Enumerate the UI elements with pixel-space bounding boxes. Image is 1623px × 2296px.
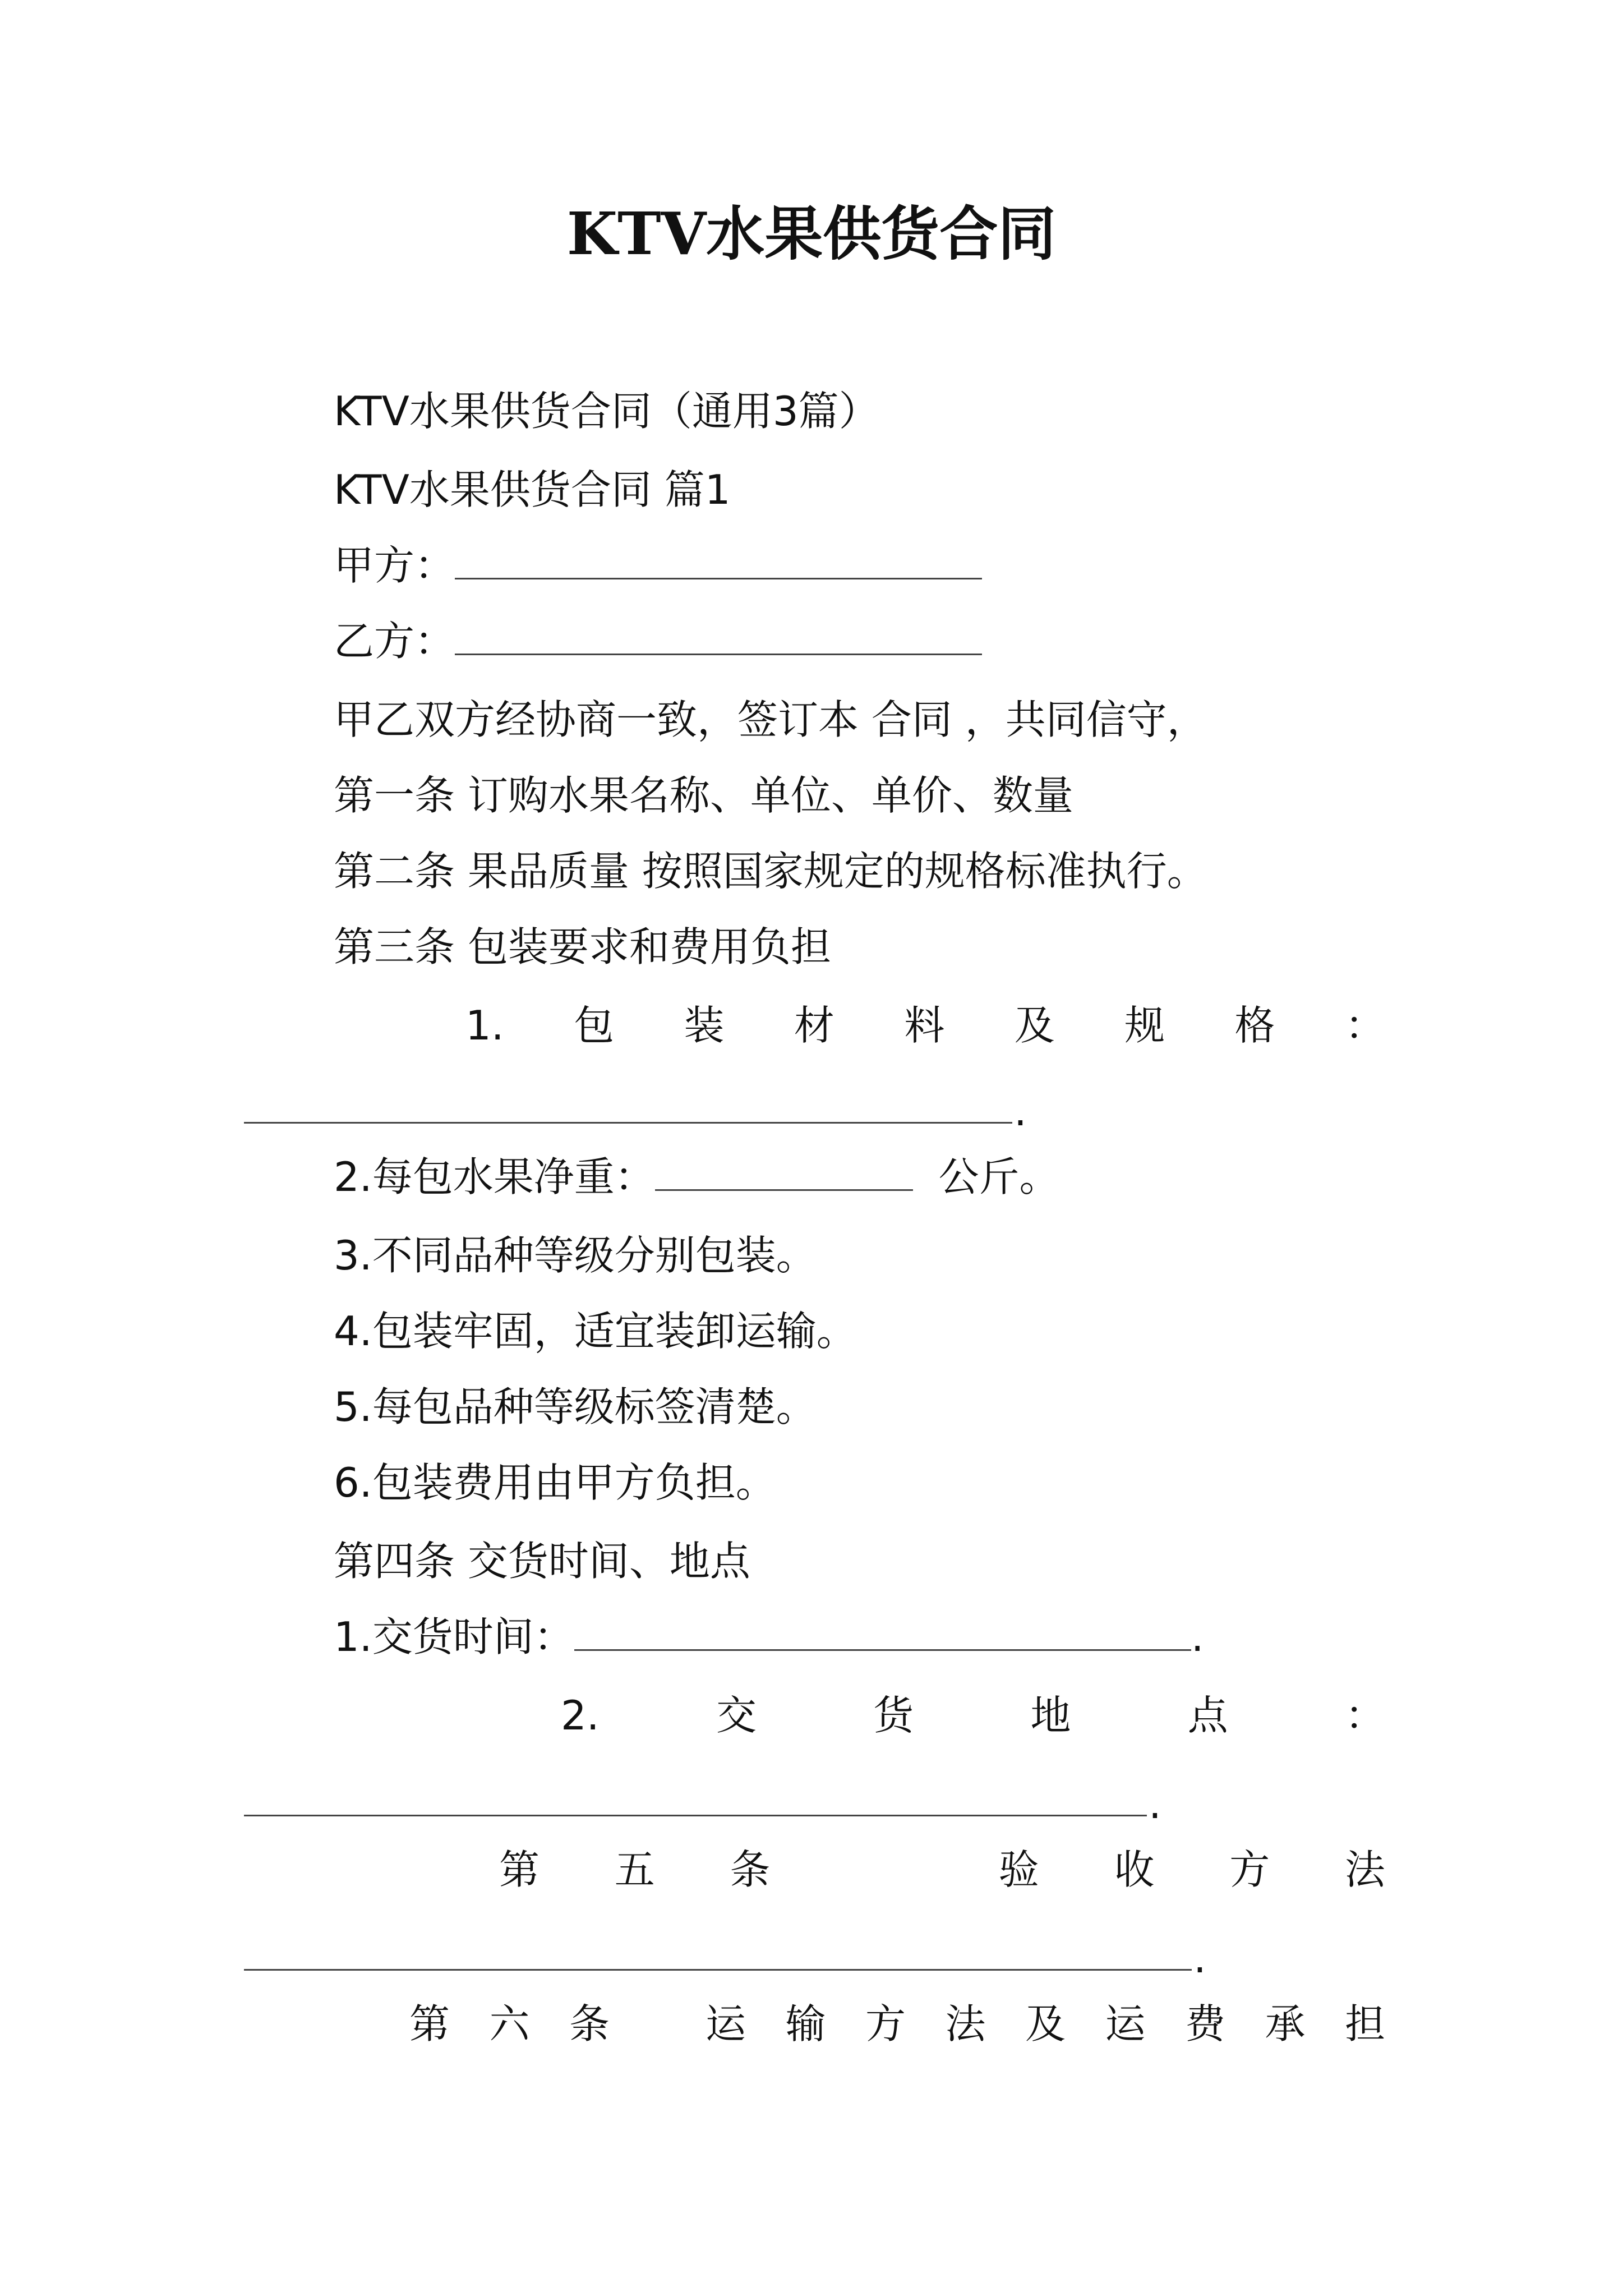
packing-material-blank <box>244 1122 1012 1124</box>
delivery-place-char: 货 <box>873 1692 914 1739</box>
packing-item-1 <box>465 1001 1385 1050</box>
net-weight-blank <box>655 1156 913 1191</box>
article-4: 第四条 交货时间、地点 <box>334 1538 750 1585</box>
article-6-char: 法 <box>945 2000 986 2047</box>
document-title: KTV水果供货合同 <box>566 199 1057 268</box>
packing-item-1-char: 及 <box>1014 1002 1055 1049</box>
party-b-label: 乙方： <box>334 618 455 665</box>
delivery-place-char: ： <box>1344 1692 1385 1739</box>
article-3: 第三条 包装要求和费用负担 <box>334 923 831 970</box>
article-5-char: 条 <box>730 1846 771 1893</box>
packing-item-4: 4.包装牢固，适宜装卸运输。 <box>334 1308 857 1355</box>
article-5-char: 法 <box>1344 1846 1385 1893</box>
section-heading: KTV水果供货合同 篇1 <box>334 466 731 513</box>
article-6-char: 方 <box>865 2000 906 2047</box>
article-6-line <box>409 2000 1385 2048</box>
party-b-line <box>334 617 982 665</box>
packing-item-1-char: 1. <box>465 1002 504 1049</box>
article-5-char: 收 <box>1114 1846 1155 1893</box>
inspection-method-period: . <box>1193 1935 1206 1982</box>
delivery-place-line <box>561 1691 1385 1740</box>
article-5-char: 五 <box>614 1846 655 1893</box>
delivery-place-blank <box>244 1815 1147 1816</box>
article-6-char: 输 <box>785 2000 826 2047</box>
article-5-line <box>499 1846 1385 1894</box>
intro-paragraph: 甲乙双方经协商一致，签订本 合同 ，共同信守， <box>334 696 1207 743</box>
delivery-place-char: 地 <box>1030 1692 1071 1739</box>
packing-item-5: 5.每包品种等级标签清楚。 <box>334 1383 817 1430</box>
packing-item-1-char: 装 <box>684 1002 725 1049</box>
delivery-place-char: 点 <box>1187 1692 1228 1739</box>
packing-item-2 <box>334 1153 1060 1201</box>
article-1: 第一条 订购水果名称、单位、单价、数量 <box>334 772 1073 819</box>
delivery-time-line <box>334 1613 1204 1661</box>
packing-item-6: 6.包装费用由甲方负担。 <box>334 1459 776 1506</box>
article-6-char: 担 <box>1344 2000 1385 2047</box>
article-2: 第二条 果品质量 按照国家规定的规格标准执行。 <box>334 848 1207 895</box>
article-6-char: 六 <box>489 2000 530 2047</box>
article-6-char: 及 <box>1025 2000 1066 2047</box>
article-6-char: 承 <box>1265 2000 1306 2047</box>
party-b-blank <box>455 620 982 655</box>
packing-item-1-char: 格 <box>1234 1002 1275 1049</box>
delivery-place-period: . <box>1149 1780 1161 1828</box>
party-a-line <box>334 541 982 590</box>
packing-item-1-char: 包 <box>574 1002 615 1049</box>
delivery-time-blank <box>574 1616 1191 1651</box>
packing-item-1-char: 材 <box>794 1002 834 1049</box>
net-weight-label: 2.每包水果净重： <box>334 1153 655 1200</box>
article-6-char: 运 <box>705 2000 746 2047</box>
party-a-label: 甲方： <box>334 542 455 589</box>
article-6-char: 条 <box>569 2000 610 2047</box>
document-subtitle: KTV水果供货合同（通用3篇） <box>334 388 879 435</box>
packing-item-1-char: 料 <box>904 1002 945 1049</box>
delivery-time-label: 1.交货时间： <box>334 1613 574 1660</box>
article-5-gap <box>845 1846 924 1894</box>
packing-item-3: 3.不同品种等级分别包装。 <box>334 1232 817 1279</box>
delivery-place-char: 2. <box>561 1692 600 1739</box>
article-5-char: 方 <box>1229 1846 1270 1893</box>
packing-item-1-char: ： <box>1344 1002 1385 1049</box>
article-6-char: 费 <box>1184 2000 1225 2047</box>
article-6-char: 第 <box>409 2000 450 2047</box>
article-5-char: 第 <box>499 1846 540 1893</box>
article-5-char: 验 <box>998 1846 1039 1893</box>
party-a-blank <box>455 544 982 579</box>
inspection-method-blank <box>244 1969 1192 1971</box>
packing-material-period: . <box>1014 1088 1027 1135</box>
article-6-gap <box>649 2000 666 2048</box>
packing-item-1-char: 规 <box>1124 1002 1165 1049</box>
delivery-place-char: 交 <box>716 1692 757 1739</box>
net-weight-unit: 公斤。 <box>938 1153 1060 1200</box>
article-6-char: 运 <box>1105 2000 1146 2047</box>
delivery-time-period: . <box>1191 1613 1204 1660</box>
